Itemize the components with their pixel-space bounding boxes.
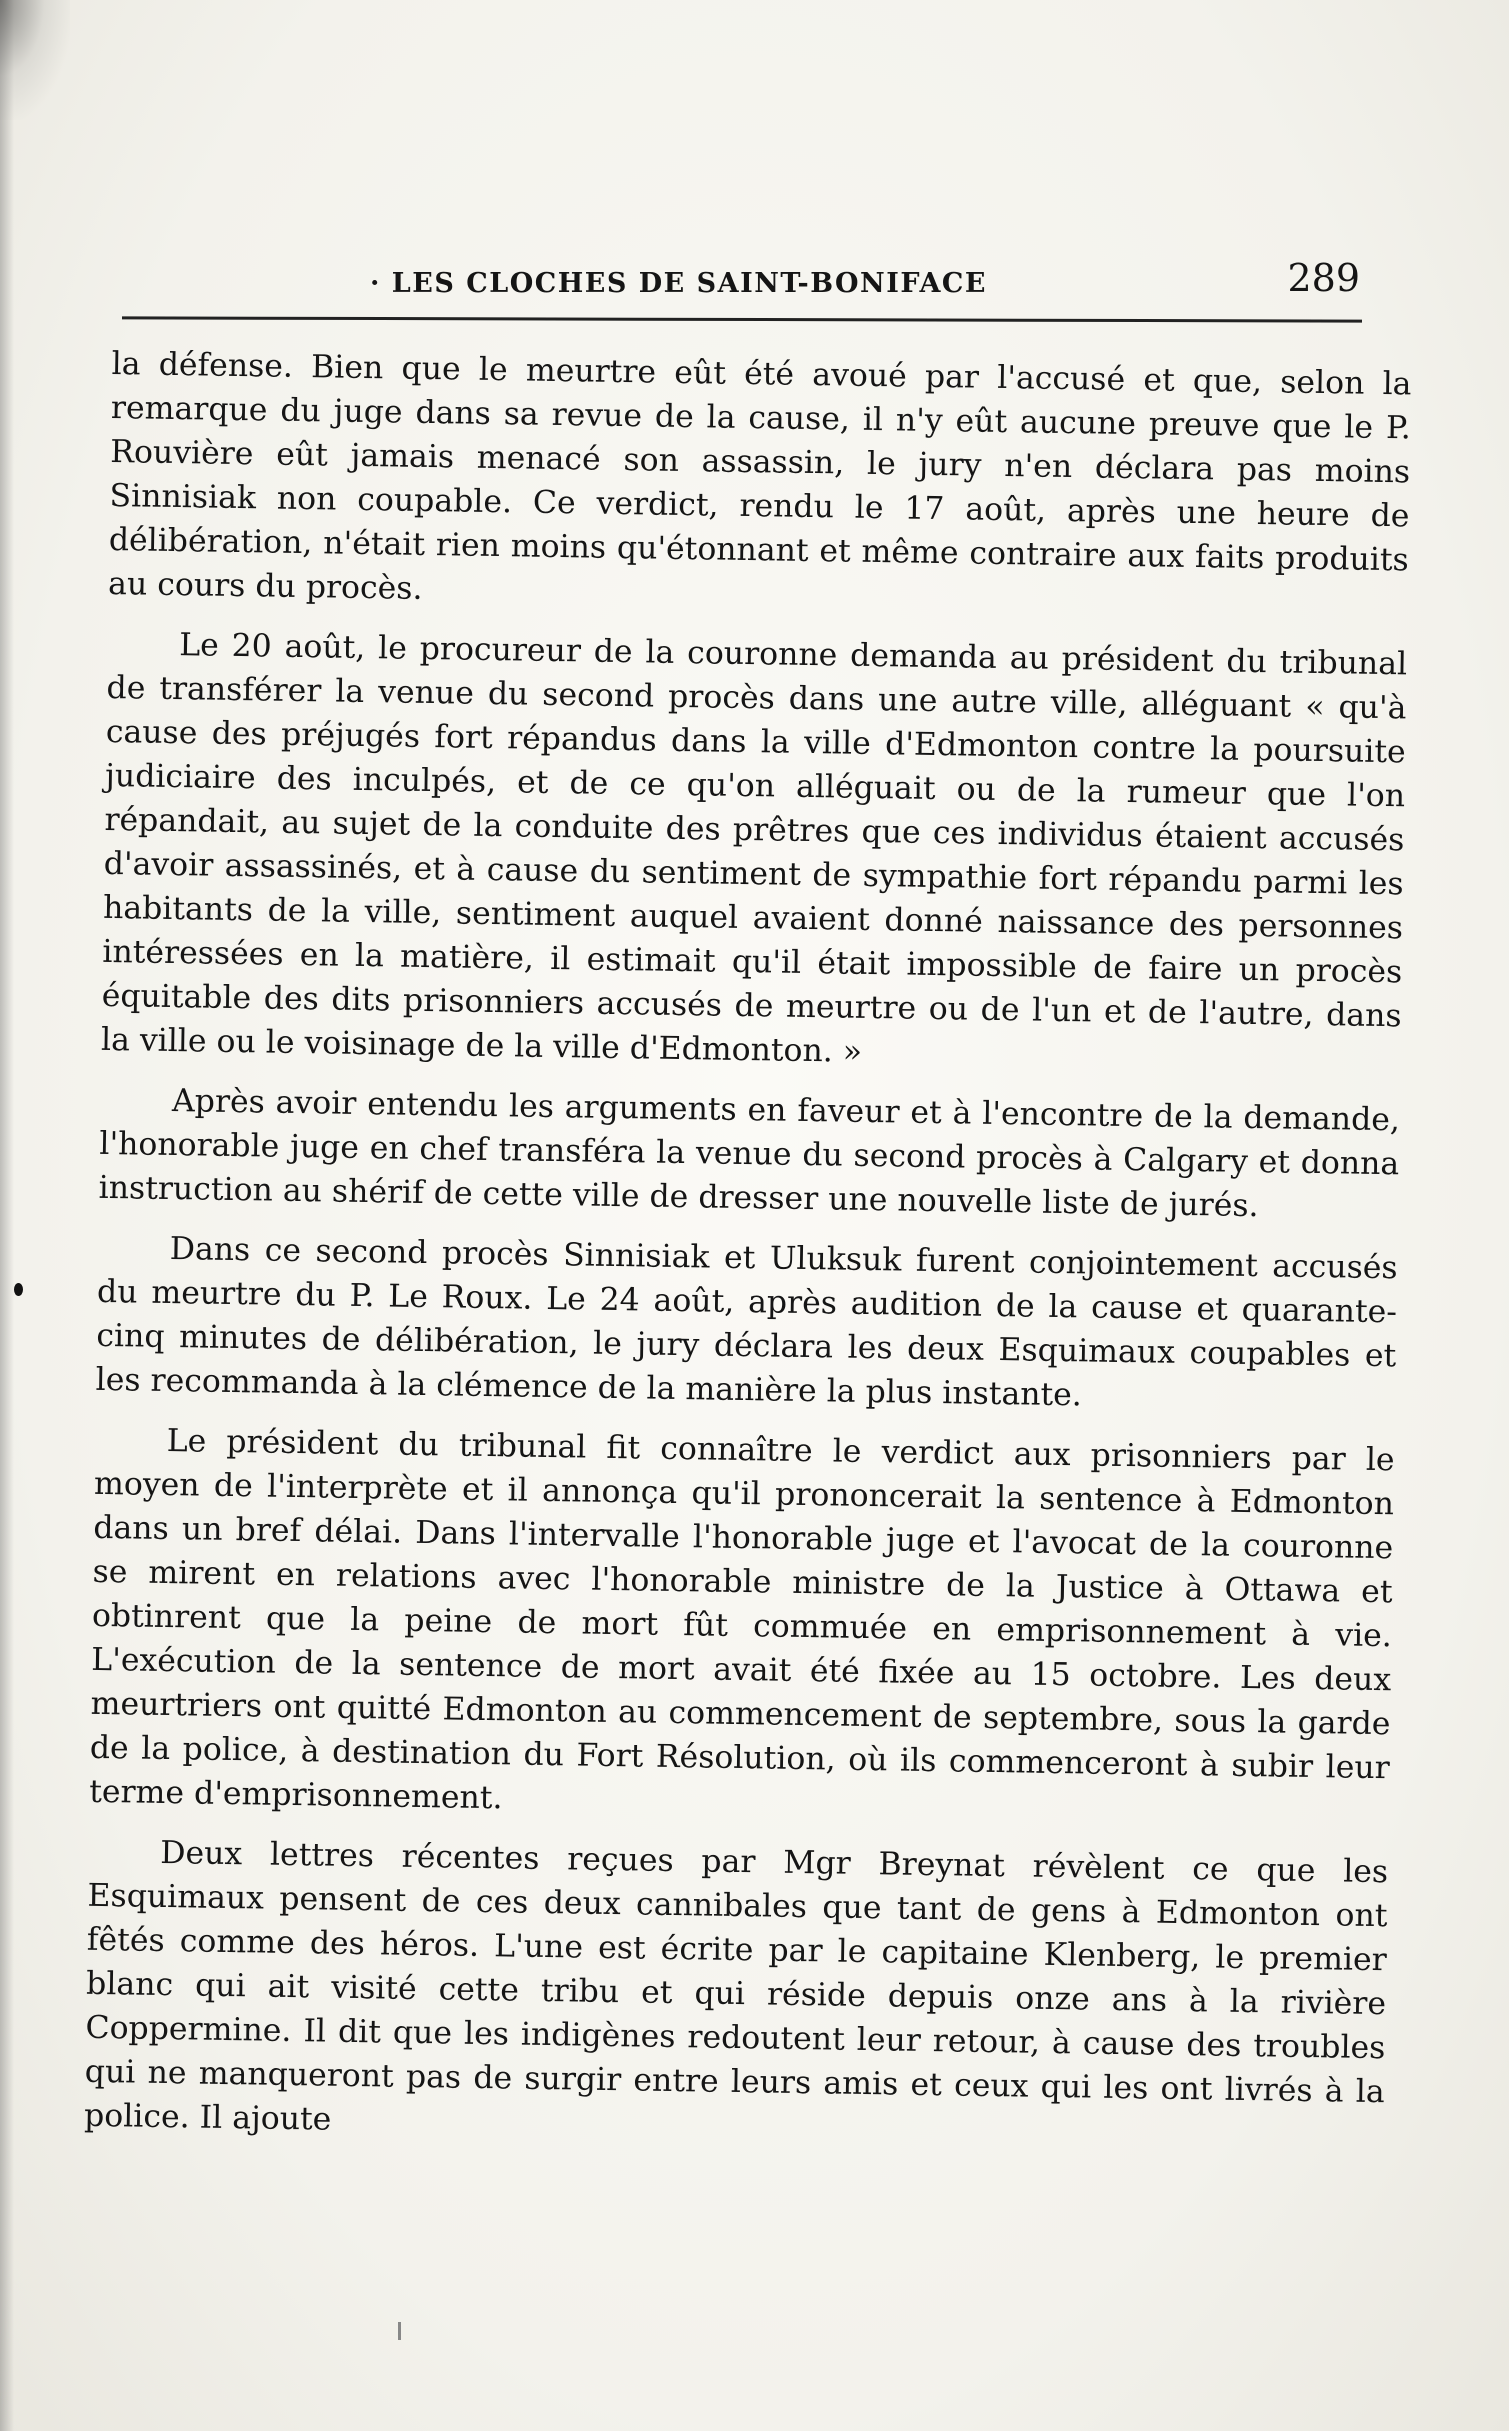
- page-header: [370, 256, 1360, 304]
- paragraph: Après avoir entendu les arguments en faveur et à l'encontre de la demande, l'honorable juge en chef transféra la venue du second procès à Calgary et donna instruction au shérif de cette ville de dresser une nouvelle liste de jurés.: [98, 1083, 1401, 1225]
- page-number: 289: [1287, 256, 1360, 300]
- margin-ink-dot: [14, 1283, 23, 1296]
- paragraph: Dans ce second procès Sinnisiak et Uluksuk furent conjointement accusés du meurtre du P. Le Roux. Le 24 août, après audition de la cause et quarante-cinq minutes de délibération, le jury déclara les deux Esquimaux coupables et les recommanda à la clémence de la manière la plus instante.: [95, 1231, 1398, 1414]
- running-title: · LES CLOCHES DE SAINT-BONIFACE: [370, 268, 987, 299]
- corner-smudge: [0, 0, 70, 120]
- ink-speck: [398, 2322, 401, 2340]
- paragraph: Le 20 août, le procureur de la couronne demanda au président du tribunal de transférer la venue du second procès dans une autre ville, alléguant « qu'à cause des préjugés fort répandus dans la ville d'Edmonton contre la poursuite judiciaire des inculpés, et de ce qu'on alléguait ou de la rumeur que l'on répandait, au sujet de la conduite des prêtres que ces individus étaient accusés d'avoir assassinés, et à cause du sentiment de sympathie fort répandu parmi les habitants de la ville, sentiment auquel avaient donné naissance des personnes intéressées en la matière, il estimait qu'il était impossible de faire un procès équitable des dits prisonniers accusés de meurtre ou de l'un et de l'autre, dans la ville ou le voisinage de la ville d'Edmonton. »: [100, 627, 1408, 1070]
- paragraph: la défense. Bien que le meurtre eût été avoué par l'accusé et que, selon la remarque du juge dans sa revue de la cause, il n'y eût aucune preuve que le P. Rouvière eût jamais menacé son assassin, le jury n'en déclara pas moins Sinnisiak non coupable. Ce verdict, rendu le 17 août, après une heure de délibération, n'était rien moins qu'étonnant et même contraire aux faits produits au cours du procès.: [107, 345, 1412, 607]
- paragraph: Le président du tribunal fit connaître le verdict aux prisonniers par le moyen de l'interprète et il annonça qu'il prononcerait la sentence à Edmonton dans un bref délai. Dans l'intervalle l'honorable juge et l'avocat de la couronne se mirent en relations avec l'honorable ministre de la Justice à Ottawa et obtinrent que la peine de mort fût commuée en emprisonnement à vie. L'exécution de la sentence de mort avait été fixée au 15 octobre. Les deux meurtriers ont quitté Edmonton au commencement de septembre, sous la garde de la police, à destination du Fort Résolution, où ils commenceront à subir leur terme d'emprisonnement.: [88, 1422, 1395, 1817]
- body-text: [84, 342, 1412, 2174]
- page-edge-shadow: [0, 0, 14, 2431]
- header-rule: [122, 316, 1362, 322]
- paragraph: Deux lettres récentes reçues par Mgr Breynat révèlent ce que les Esquimaux pensent de ces deux cannibales que tant de gens à Edmonton ont fêtés comme des héros. L'une est écrite par le capitaine Klenberg, le premier blanc qui ait visité cette tribu et qui réside depuis onze ans à la rivière Coppermine. Il dit que les indigènes redoutent leur retour, à cause des troubles qui ne manqueront pas de surgir entre leurs amis et ceux qui les ont livrés à la police. Il ajoute: [83, 1834, 1389, 2138]
